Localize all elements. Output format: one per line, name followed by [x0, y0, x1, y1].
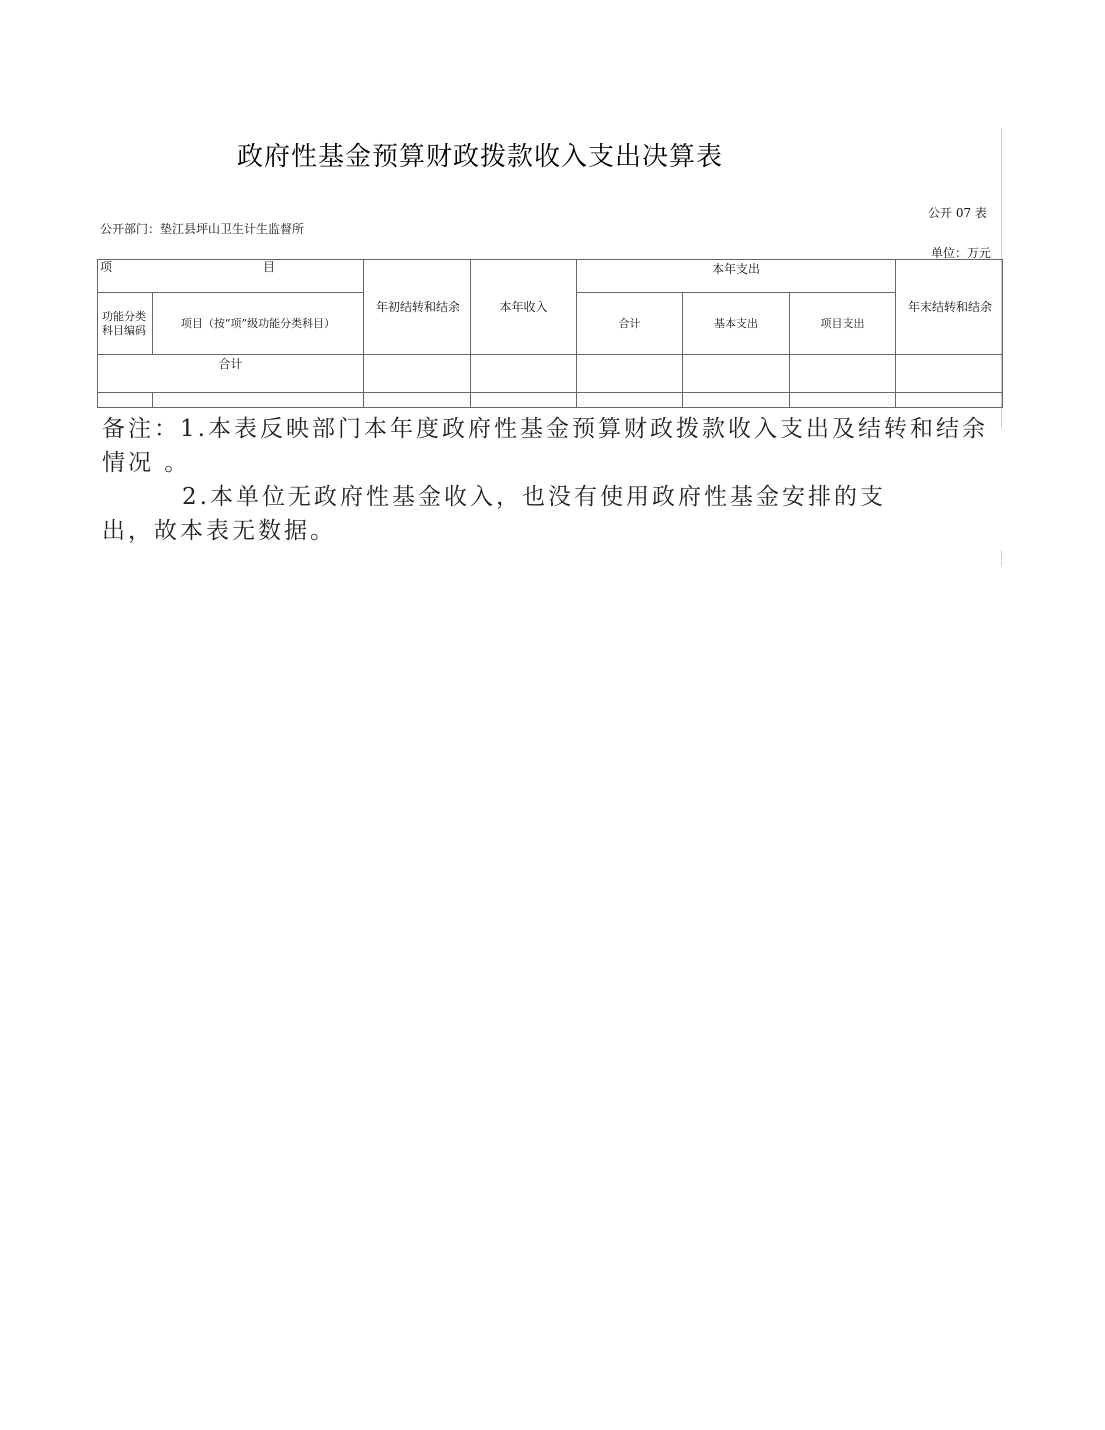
empty-cell	[471, 393, 577, 408]
department-label: 公开部门：垫江县坪山卫生计生监督所	[100, 222, 305, 236]
header-item-right: 目	[262, 260, 275, 274]
total-row	[98, 355, 1003, 393]
empty-row	[98, 393, 1003, 408]
note-line-3: 出，故本表无数据。	[102, 518, 336, 544]
header-row-1	[98, 260, 1003, 293]
empty-cell	[577, 393, 683, 408]
empty-cell	[896, 393, 1003, 408]
note-line-1: 备注：1.本表反映部门本年度政府性基金预算财政拨款收入支出及结转和结余情况 。	[102, 416, 988, 476]
header-project-item: 项目（按“项”级功能分类科目）	[153, 293, 364, 355]
budget-table	[97, 259, 1003, 408]
header-income: 本年收入	[471, 260, 577, 355]
empty-cell	[790, 393, 896, 408]
note-line-2: 2.本单位无政府性基金收入，也没有使用政府性基金安排的支	[182, 484, 886, 510]
total-row-label: 合计	[98, 355, 364, 393]
header-expense-group: 本年支出	[577, 260, 896, 293]
header-end-balance: 年末结转和结余	[896, 260, 1003, 355]
header-item-left: 项	[100, 260, 113, 274]
header-item-cell	[98, 260, 364, 293]
empty-cell	[364, 393, 471, 408]
empty-cell	[98, 393, 153, 408]
page-title: 政府性基金预算财政拨款收入支出决算表	[236, 142, 723, 172]
unit-label: 单位：万元	[931, 246, 992, 260]
right-margin-mark	[1001, 550, 1002, 566]
total-basic-cell	[683, 355, 790, 393]
notes-section	[102, 412, 1002, 548]
header-basic-expense: 基本支出	[683, 293, 790, 355]
empty-cell	[683, 393, 790, 408]
header-begin-balance: 年初结转和结余	[364, 260, 471, 355]
total-end-cell	[896, 355, 1003, 393]
form-code: 公开 07 表	[928, 206, 987, 220]
total-begin-cell	[364, 355, 471, 393]
empty-cell	[153, 393, 364, 408]
total-income-cell	[471, 355, 577, 393]
header-expense-total: 合计	[577, 293, 683, 355]
total-expense-cell	[577, 355, 683, 393]
header-function-code: 功能分类科目编码	[98, 293, 153, 355]
total-project-cell	[790, 355, 896, 393]
header-project-expense: 项目支出	[790, 293, 896, 355]
